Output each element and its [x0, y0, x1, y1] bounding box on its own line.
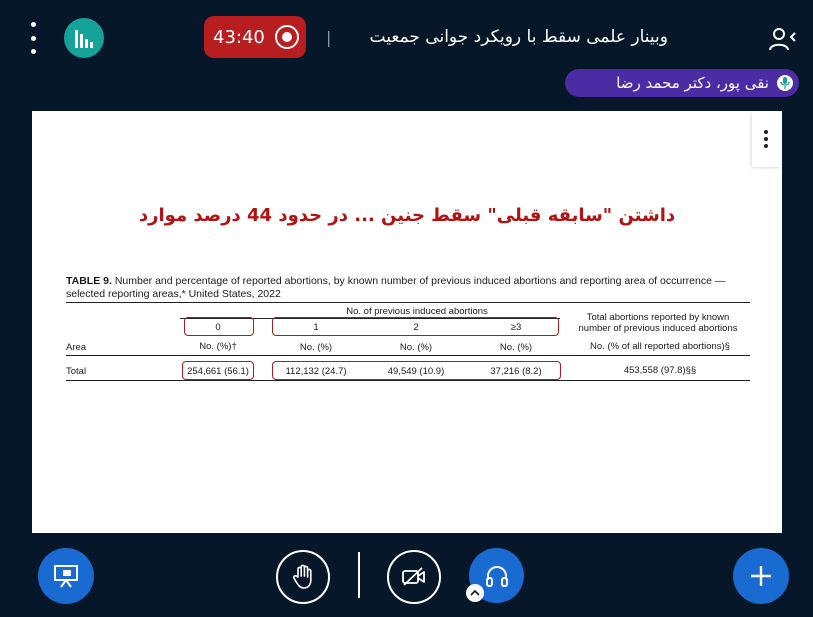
- highlight-box-zero-value: [182, 361, 254, 380]
- microphone-icon: [777, 75, 793, 91]
- plus-icon[interactable]: [733, 548, 789, 604]
- slide-heading: داشتن "سابقه قبلی" سقط جنین ... در حدود 44 درصد موارد: [138, 205, 676, 226]
- row-value-1: 112,132 (24.7): [285, 366, 347, 377]
- col-header-0: 0: [215, 322, 221, 333]
- bar-chart-icon[interactable]: [64, 18, 104, 58]
- highlight-box-previous-values: [272, 361, 561, 380]
- sub-header-0: No. (%)†: [199, 341, 237, 352]
- header-bottom-rule: [66, 355, 750, 356]
- caption-line-1: Number and percentage of reported abortions, by known number of previous induced abortions and reporting area of occurrence —: [111, 275, 726, 287]
- row-value-2: 49,549 (10.9): [387, 366, 445, 377]
- sub-header-3: No. (%): [499, 342, 533, 353]
- table-bottom-rule: [66, 380, 750, 381]
- speaker-name: نقی پور، دکتر محمد رضا: [616, 74, 769, 92]
- presentation-icon[interactable]: [38, 548, 94, 604]
- raise-hand-icon[interactable]: [276, 550, 330, 604]
- caption-line-2: selected reporting areas,* United States, 2022: [66, 288, 281, 300]
- total-header-line-2: number of previous induced abortions: [578, 323, 738, 334]
- meeting-title: وبینار علمی سقط با رویکرد جوانی جمعیت: [369, 27, 668, 47]
- sub-header-total: No. (% of all reported abortions)§: [590, 341, 730, 352]
- area-header: Area: [66, 342, 87, 353]
- highlight-box-zero: [184, 317, 254, 336]
- row-label-total: Total: [66, 366, 87, 377]
- row-value-0: 254,661 (56.1): [187, 366, 249, 377]
- highlight-box-previous: [272, 317, 559, 336]
- caption-label: TABLE 9.: [66, 275, 112, 287]
- col-header-2: 2: [413, 322, 419, 333]
- title-separator: |: [326, 28, 332, 47]
- chevron-up-icon[interactable]: [466, 584, 484, 602]
- top-bar: [0, 0, 813, 75]
- table-caption: [66, 275, 756, 301]
- presentation-slide: [32, 111, 782, 533]
- camera-off-icon[interactable]: [387, 550, 441, 604]
- row-value-total: 453,558 (97.8)§§: [623, 365, 697, 376]
- sub-header-2: No. (%): [399, 342, 433, 353]
- active-speaker-pill: [565, 69, 799, 97]
- recording-timer: 43:40: [213, 26, 265, 48]
- slide-kebab-icon[interactable]: [752, 111, 780, 167]
- table-top-rule: [66, 302, 750, 303]
- row-value-3: 37,216 (8.2): [490, 366, 542, 377]
- group-header: No. of previous induced abortions: [346, 306, 488, 317]
- sub-header-1: No. (%): [299, 342, 333, 353]
- total-header-line-1: Total abortions reported by known: [586, 312, 730, 323]
- recording-indicator[interactable]: [204, 16, 306, 58]
- col-header-1: 1: [313, 322, 319, 333]
- record-icon: [275, 25, 299, 49]
- bottom-toolbar: [0, 540, 813, 617]
- col-header-3: ≥3: [510, 322, 522, 333]
- toolbar-divider: [358, 552, 360, 598]
- kebab-icon[interactable]: [22, 22, 44, 54]
- user-list-icon[interactable]: [768, 26, 800, 52]
